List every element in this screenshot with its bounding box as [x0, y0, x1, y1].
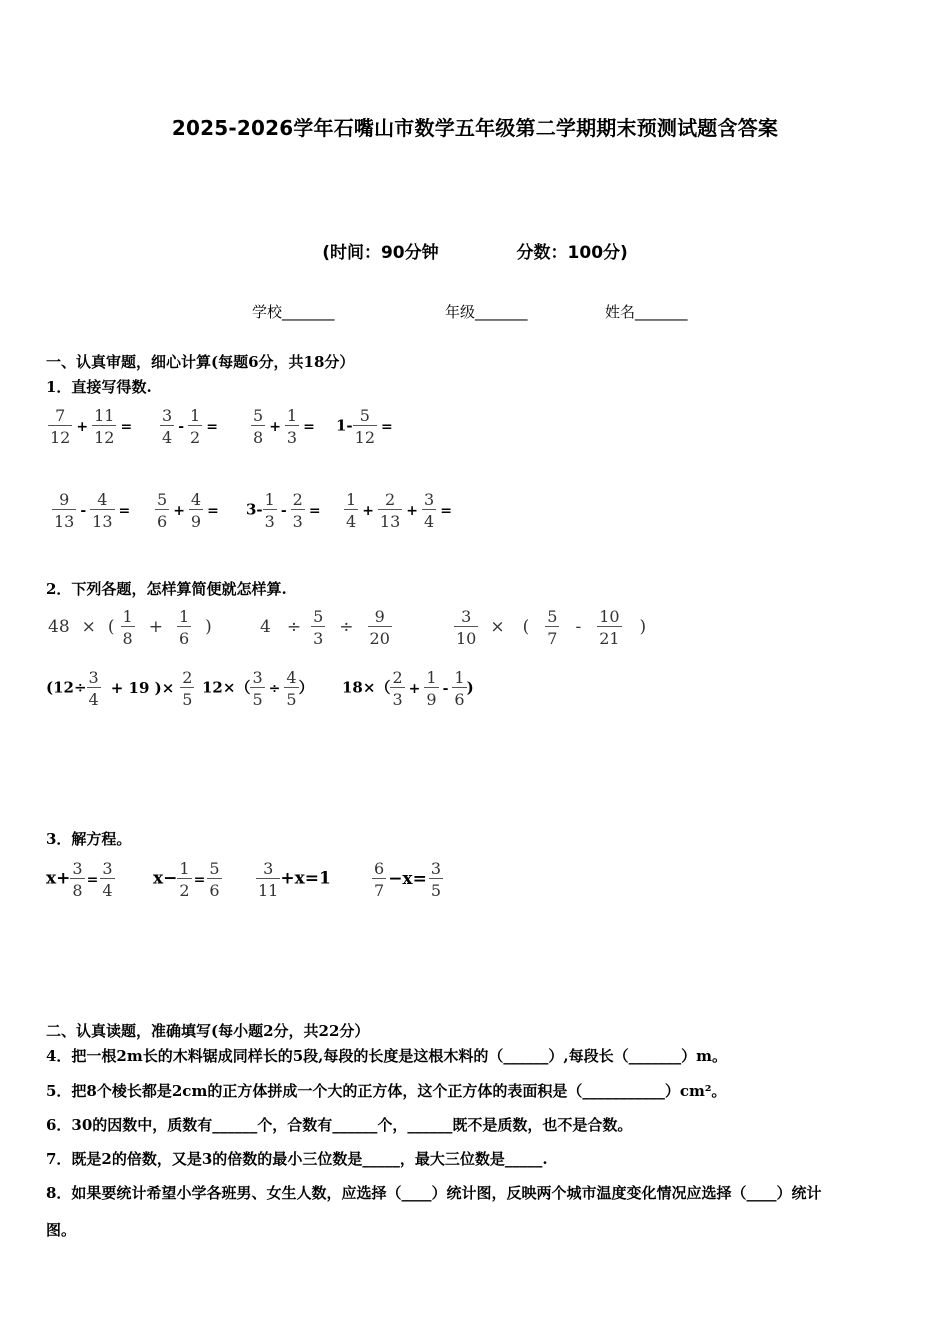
math-token: 2	[188, 425, 202, 447]
math-token: 10	[599, 607, 620, 626]
math-token: 3	[390, 687, 404, 709]
fraction	[160, 406, 174, 447]
fraction	[285, 406, 299, 447]
math-token: =	[303, 418, 315, 435]
time-limit: (时间：90分钟	[322, 243, 439, 263]
math-token: x−	[153, 868, 178, 889]
math-token: 8	[251, 425, 265, 447]
math-token: 3-	[246, 500, 263, 519]
q3-equation-1	[46, 859, 115, 900]
fraction	[52, 490, 76, 531]
fraction	[155, 490, 169, 531]
math-token: 20	[368, 626, 392, 648]
math-token: -	[178, 418, 184, 435]
fraction	[251, 406, 265, 447]
q1-item-6	[155, 490, 223, 531]
math-token: 4	[422, 509, 436, 531]
math-token: 3	[263, 859, 274, 878]
math-token: 10	[454, 626, 478, 648]
fraction	[121, 607, 135, 648]
fraction	[87, 668, 101, 709]
math-token: ×	[81, 616, 96, 637]
fraction	[422, 490, 436, 531]
question-8: 8．如果要统计希望小学各班男、女生人数，应选择（____）统计图，反映两个城市温度变化情况应选择（____）统计	[46, 1184, 822, 1202]
name-field: 姓名_______	[605, 303, 688, 321]
math-token: -	[575, 616, 582, 637]
question-5: 5．把8个棱长都是2cm的正方体拼成一个大的正方体，这个正方体的表面积是（___________）cm²。	[46, 1082, 727, 1100]
math-token: 12×（	[202, 678, 251, 697]
math-token: 6	[177, 626, 191, 648]
question-1: 1．直接写得数.	[46, 378, 152, 396]
math-token: =	[381, 418, 393, 435]
math-token: 5	[180, 687, 194, 709]
math-token: -	[80, 502, 87, 519]
q3-equation-2	[153, 859, 222, 900]
section1-heading: 一、认真审题，细心计算(每题6分，共18分）	[46, 353, 355, 371]
math-token: 5	[250, 687, 264, 709]
math-token: 11	[94, 406, 115, 425]
fraction	[92, 406, 116, 447]
fraction	[368, 607, 392, 648]
math-token: 1	[179, 859, 190, 878]
fraction	[48, 406, 72, 447]
math-token: 8	[121, 626, 135, 648]
math-token: 3	[252, 668, 263, 687]
fraction	[378, 490, 402, 531]
question-4: 4．把一根2m长的木料锯成同样长的5段,每段的长度是这根木料的（______）,每段长（_______）m。	[46, 1047, 728, 1065]
math-token: =	[193, 871, 206, 888]
fraction	[372, 859, 386, 900]
math-token: 1	[264, 490, 275, 509]
math-token: +	[406, 502, 419, 519]
math-token: =	[440, 502, 452, 519]
q2-item-6	[342, 668, 474, 709]
q1-item-3	[251, 406, 319, 447]
math-token: 1	[190, 406, 201, 425]
fraction	[344, 490, 358, 531]
math-token: 9	[424, 687, 438, 709]
math-token: +	[148, 616, 163, 637]
math-token: 5	[429, 878, 443, 900]
school-field: 学校_______	[252, 303, 335, 321]
math-token: 3	[291, 509, 305, 531]
math-token: )	[205, 616, 212, 637]
math-token: 6	[207, 878, 221, 900]
math-token: 1	[454, 668, 465, 687]
math-token: 4	[160, 425, 174, 447]
exam-info	[0, 238, 950, 263]
math-token: =	[308, 502, 321, 519]
math-token: -	[280, 502, 287, 519]
math-token: 5	[253, 406, 264, 425]
math-token: 13	[378, 509, 402, 531]
grade-field: 年级_______	[445, 303, 528, 321]
math-token: 1	[346, 490, 357, 509]
math-token: 3	[162, 406, 173, 425]
math-token: +	[269, 418, 281, 435]
math-token: =	[118, 502, 131, 519]
fraction	[207, 859, 221, 900]
math-token: =	[120, 418, 133, 435]
fraction	[454, 607, 478, 648]
fraction	[90, 490, 114, 531]
math-token: x+	[46, 868, 71, 889]
math-token: +	[408, 680, 421, 697]
fraction	[424, 668, 438, 709]
math-token: +	[173, 502, 185, 519]
math-token: =	[207, 502, 219, 519]
question-2: 2．下列各题，怎样算简便就怎样算.	[46, 580, 287, 598]
math-token: + 19 )×	[110, 678, 175, 697]
math-token: (	[522, 616, 530, 637]
q2-item-3	[454, 607, 652, 648]
q1-item-5	[52, 490, 134, 531]
q1-item-4	[336, 406, 397, 447]
math-token: 4	[100, 878, 114, 900]
q1-item-1	[48, 406, 136, 447]
fraction	[263, 490, 277, 531]
math-token: 8	[70, 878, 84, 900]
math-token: 4	[97, 490, 108, 509]
math-token: 2	[292, 490, 303, 509]
math-token: 4	[87, 687, 101, 709]
math-token: ÷	[286, 616, 302, 637]
math-token: 9	[189, 509, 203, 531]
math-token: +x=1	[280, 868, 331, 889]
q2-item-2	[254, 607, 392, 648]
math-token: 3	[72, 859, 83, 878]
math-token: 5	[313, 607, 324, 626]
math-token: (12÷	[46, 678, 87, 697]
math-token: 5	[284, 687, 298, 709]
math-token: 2	[392, 668, 403, 687]
math-token: 5	[359, 406, 370, 425]
math-token: 4	[286, 668, 297, 687]
fraction	[250, 668, 264, 709]
math-token: 12	[92, 425, 116, 447]
math-token: )	[466, 678, 474, 697]
question-6: 6．30的因数中，质数有______个，合数有______个，______既不是质数，也不是合数。	[46, 1116, 633, 1134]
math-token: -	[442, 680, 449, 697]
q2-item-1	[48, 607, 218, 648]
math-token: 3	[424, 490, 435, 509]
math-token: ×	[490, 616, 505, 637]
math-token: 9	[59, 490, 70, 509]
math-token: =	[206, 418, 218, 435]
math-token: 1	[426, 668, 437, 687]
fraction	[311, 607, 325, 648]
fraction	[597, 607, 621, 648]
math-token: 2	[177, 878, 191, 900]
q3-equation-4	[372, 859, 443, 900]
math-token: ÷	[268, 680, 281, 697]
math-token: 3	[285, 425, 299, 447]
math-token: 1	[122, 607, 133, 626]
fraction	[180, 668, 194, 709]
math-token: 3	[102, 859, 113, 878]
math-token: 48	[48, 616, 70, 637]
fraction	[256, 859, 280, 900]
math-token: 12	[48, 425, 72, 447]
math-token: 7	[372, 878, 386, 900]
math-token: 7	[55, 406, 66, 425]
q1-item-2	[160, 406, 222, 447]
total-score: 分数：100分)	[516, 243, 628, 263]
question-7: 7．既是2的倍数，又是3的倍数的最小三位数是_____，最大三位数是_____.	[46, 1150, 548, 1168]
math-token: 4	[344, 509, 358, 531]
math-token: 3	[88, 668, 99, 687]
math-token: 13	[52, 509, 76, 531]
fraction	[189, 490, 203, 531]
math-token: =	[86, 871, 99, 888]
math-token: 3	[263, 509, 277, 531]
section2-heading: 二、认真读题，准确填写(每小题2分，共22分）	[46, 1022, 370, 1040]
fraction	[429, 859, 443, 900]
math-token: 6	[374, 859, 385, 878]
q1-item-7	[246, 490, 325, 531]
fraction	[70, 859, 84, 900]
math-token: +	[362, 502, 374, 519]
fraction	[284, 668, 298, 709]
fraction	[188, 406, 202, 447]
math-token: 12	[353, 425, 377, 447]
fraction	[353, 406, 377, 447]
math-token: 5	[547, 607, 558, 626]
math-token: 18×（	[342, 678, 391, 697]
math-token: 2	[385, 490, 396, 509]
math-token: (	[107, 616, 115, 637]
math-token: 11	[256, 878, 280, 900]
fraction	[177, 859, 191, 900]
math-token: 5	[157, 490, 168, 509]
question-8-continued: 图。	[46, 1221, 77, 1239]
math-token: )	[639, 616, 647, 637]
math-token: 9	[374, 607, 385, 626]
q3-equation-3	[256, 859, 331, 900]
math-token: 4	[260, 616, 271, 637]
math-token: 6	[155, 509, 169, 531]
fraction	[100, 859, 114, 900]
q2-item-4	[46, 668, 194, 709]
math-token: −x=	[388, 868, 427, 889]
math-token: 21	[597, 626, 621, 648]
math-token: 3	[461, 607, 472, 626]
math-token: 2	[182, 668, 193, 687]
math-token: ÷	[339, 616, 354, 637]
math-token: 3	[311, 626, 325, 648]
fraction	[177, 607, 191, 648]
fraction	[390, 668, 404, 709]
math-token: 1-	[336, 416, 353, 435]
fraction	[452, 668, 466, 709]
math-token: 1	[286, 406, 298, 425]
fraction	[545, 607, 559, 648]
math-token: 3	[430, 859, 441, 878]
math-token: 1	[178, 607, 190, 626]
math-token: +	[76, 418, 89, 435]
question-3: 3．解方程。	[46, 830, 132, 848]
math-token: 4	[190, 490, 202, 509]
math-token: 5	[209, 859, 220, 878]
math-token: ）	[298, 678, 314, 697]
math-token: 6	[452, 687, 466, 709]
q2-item-5	[202, 668, 314, 709]
fraction	[291, 490, 305, 531]
math-token: 13	[90, 509, 114, 531]
page-title: 2025-2026学年石嘴山市数学五年级第二学期期末预测试题含答案	[171, 116, 779, 140]
q1-item-8	[344, 490, 456, 531]
math-token: 7	[545, 626, 559, 648]
